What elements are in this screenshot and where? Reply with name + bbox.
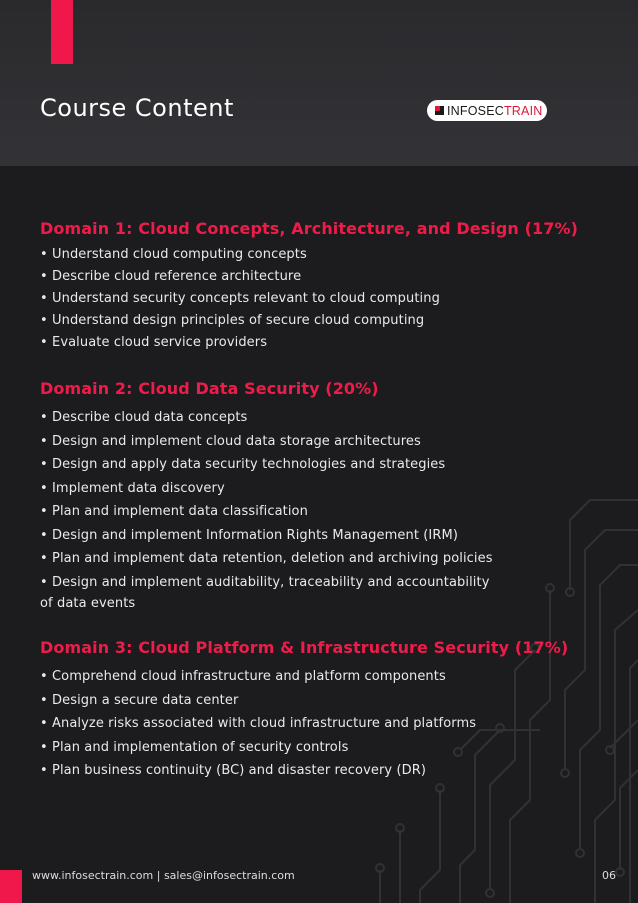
list-item: • Understand design principles of secure cloud computing [40,313,425,328]
list-item: • Design and apply data security technologies and strategies [40,457,446,472]
infosectrain-logo [427,100,547,121]
domain-section-1 [40,219,578,354]
domain-title-2: Domain 2: Cloud Data Security (20%) [40,379,379,398]
logo-wordmark-part1: INFOSEC [447,103,504,118]
logo-mark-icon [435,106,444,115]
domain-1-topic-list [40,244,578,354]
list-item: • Understand security concepts relevant to cloud computing [40,291,440,306]
page-number: 06 [602,869,616,882]
logo-wordmark-part2: TRAIN [503,103,543,118]
list-item: • Evaluate cloud service providers [40,335,268,350]
page-title: Course Content [40,94,234,122]
list-item: • Describe cloud data concepts [40,410,248,425]
footer-accent-bar [0,870,22,903]
domain-2-topic-list [40,406,493,614]
list-item: • Design and implement cloud data storage architectures [40,433,421,449]
list-item: • Understand cloud computing concepts [40,247,307,262]
list-item: • Plan and implementation of security controls [40,739,349,755]
header-accent-bar [51,0,73,64]
list-item: • Analyze risks associated with cloud infrastructure and platforms [40,716,477,731]
list-item: • Plan and implement data retention, deletion and archiving policies [40,551,493,566]
logo-wordmark [447,104,542,118]
list-item-continuation: of data events [40,596,136,611]
list-item: • Comprehend cloud infrastructure and platform components [40,669,446,684]
list-item: • Implement data discovery [40,480,225,496]
domain-3-topic-list [40,665,568,783]
list-item: • Design a secure data center [40,692,239,708]
list-item: • Design and implement auditability, traceability and accountability [40,574,490,590]
header-band [0,0,638,166]
domain-section-3 [40,638,568,783]
domain-title-1: Domain 1: Cloud Concepts, Architecture, and Design (17%) [40,219,578,238]
list-item: • Describe cloud reference architecture [40,269,302,284]
domain-section-2 [40,379,493,614]
list-item: • Plan and implement data classification [40,504,308,519]
footer-contact: www.infosectrain.com | sales@infosectrain.com [32,869,295,882]
domain-title-3: Domain 3: Cloud Platform & Infrastructure Security (17%) [40,638,569,657]
list-item: • Design and implement Information Rights Management (IRM) [40,527,458,543]
list-item: • Plan business continuity (BC) and disaster recovery (DR) [40,763,427,778]
